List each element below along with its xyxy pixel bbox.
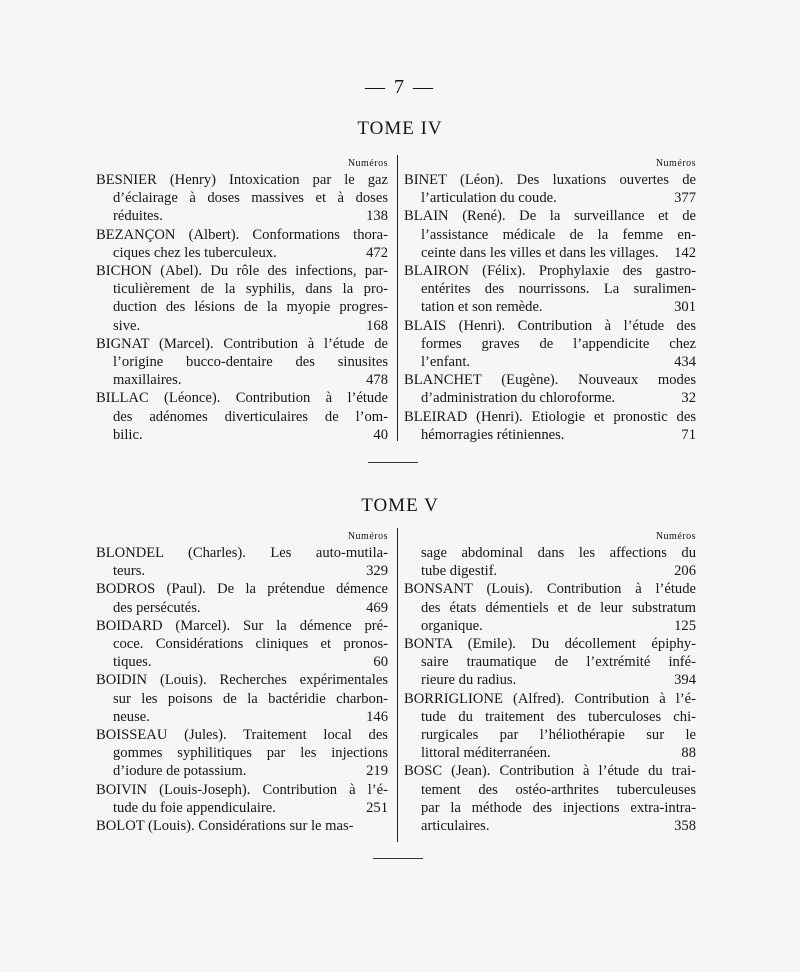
entry-line: duction des lésions de la myopie progres- — [113, 299, 388, 316]
entry-number: 40 — [373, 426, 388, 443]
entry-line: par la méthode des injections extra-intra- — [421, 799, 696, 816]
tome-v-right-column — [404, 530, 696, 835]
index-entry — [404, 262, 696, 317]
entry-line: tube digestif. — [421, 563, 498, 580]
entry-line: tement des ostéo-arthrites tuberculeuses — [421, 781, 696, 798]
entry-number: 469 — [366, 599, 388, 616]
entry-line: BINET (Léon). Des luxations ouvertes de — [404, 172, 696, 188]
entry-line: BICHON (Abel). Du rôle des infections, par- — [96, 263, 388, 280]
entry-line: d’administration du chloroforme. — [421, 390, 616, 407]
entry-number: 472 — [366, 244, 388, 261]
index-entry — [404, 635, 696, 690]
index-entry — [404, 762, 696, 835]
entry-line: l’assistance médicale de la femme en- — [421, 226, 696, 243]
entry-line: maxillaires. — [113, 372, 182, 389]
entry-line: d’éclairage à doses massives et à doses — [113, 190, 388, 207]
entry-line: teurs. — [113, 563, 146, 580]
entry-line: BODROS (Paul). De la prétendue démence — [96, 581, 388, 598]
numeros-header: Numéros — [347, 158, 388, 169]
entry-line: BOISSEAU (Jules). Traitement local des — [96, 727, 388, 744]
index-entry — [96, 726, 388, 781]
index-entry — [96, 335, 388, 390]
entry-number: 168 — [366, 317, 388, 334]
numeros-header: Numéros — [347, 531, 388, 542]
entry-line: tude du traitement des tuberculoses chi- — [421, 708, 696, 725]
entry-line: hémorragies rétiniennes. — [421, 426, 565, 443]
index-entry — [96, 617, 388, 672]
page-number: — 7 — — [365, 76, 435, 98]
entry-line: ticulièrement de la syphilis, dans la pro- — [113, 281, 388, 298]
entry-line: des adénomes diverticulaires de l’om- — [113, 408, 388, 425]
entry-line: articulaires. — [421, 818, 490, 835]
index-entry — [404, 171, 696, 207]
entry-line: des persécutés. — [113, 599, 201, 616]
numeros-header: Numéros — [655, 158, 696, 169]
entry-line: l’origine bucco-dentaire des sinusites — [113, 354, 388, 371]
index-entry — [404, 207, 696, 262]
index-entry — [96, 389, 388, 444]
entry-line: ciques chez les tuberculeux. — [113, 244, 277, 261]
entry-line: ceinte dans les villes et dans les villages. — [421, 244, 659, 261]
section-separator — [368, 462, 418, 463]
entry-line: BLAIN (René). De la surveillance et de — [404, 208, 696, 225]
tome-v-left-column — [96, 530, 388, 835]
entry-number: 138 — [366, 208, 388, 225]
entry-number: 60 — [373, 654, 388, 671]
entry-line: BORRIGLIONE (Alfred). Contribution à l’é- — [404, 690, 696, 707]
index-entry — [404, 690, 696, 763]
entry-line: BONSANT (Louis). Contribution à l’étude — [404, 581, 696, 598]
index-entry — [96, 544, 388, 580]
index-entry — [96, 817, 388, 835]
entry-line: coce. Considérations cliniques et pronos- — [113, 636, 388, 653]
entry-line: littoral méditerranéen. — [421, 745, 551, 762]
entry-number: 32 — [681, 390, 696, 407]
entry-line: BLEIRAD (Henri). Etiologie et pronostic des — [404, 408, 696, 425]
entry-line: BOLOT (Louis). Considérations sur le mas- — [96, 818, 354, 835]
entry-line: BOIDARD (Marcel). Sur la démence pré- — [96, 617, 388, 634]
entry-line: tude du foie appendiculaire. — [113, 799, 276, 816]
entry-line: BEZANÇON (Albert). Conformations thora- — [96, 226, 388, 243]
entry-line: rieure du radius. — [421, 672, 517, 689]
entry-number: 251 — [366, 799, 388, 816]
entry-number: 377 — [674, 190, 696, 207]
entry-line: réduites. — [113, 208, 163, 225]
index-entry — [96, 580, 388, 616]
entry-line: BONTA (Emile). Du décollement épiphy- — [404, 636, 696, 653]
entry-line: neuse. — [113, 708, 150, 725]
entry-number: 329 — [366, 563, 388, 580]
entry-line: BOIVIN (Louis-Joseph). Contribution à l’é- — [96, 781, 388, 798]
entry-line: bilic. — [113, 426, 143, 443]
tome-iv-left-column — [96, 157, 388, 444]
entry-line: rurgicales par l’héliothérapie sur le — [421, 727, 696, 744]
entry-line: BLONDEL (Charles). Les auto-mutila- — [96, 545, 388, 561]
index-entry — [96, 171, 388, 226]
numeros-header: Numéros — [655, 531, 696, 542]
entry-line: BILLAC (Léonce). Contribution à l’étude — [96, 390, 388, 407]
entry-number: 125 — [674, 617, 696, 634]
entry-line: BLANCHET (Eugène). Nouveaux modes — [404, 372, 696, 389]
entry-line: BESNIER (Henry) Intoxication par le gaz — [96, 172, 388, 188]
entry-line: l’enfant. — [421, 354, 471, 371]
section-title-tome-iv: TOME IV — [357, 118, 443, 139]
entry-line: BLAIS (Henri). Contribution à l’étude des — [404, 317, 696, 334]
entry-number: 88 — [681, 745, 696, 762]
entry-number: 434 — [674, 354, 696, 371]
entry-line: saire traumatique de l’extrémité infé- — [421, 654, 696, 671]
entry-line: BLAIRON (Félix). Prophylaxie des gastro- — [404, 263, 696, 280]
index-entry — [96, 781, 388, 817]
index-entry — [404, 371, 696, 407]
entry-number: 394 — [674, 672, 696, 689]
entry-number: 146 — [366, 708, 388, 725]
section-separator — [373, 858, 423, 859]
index-entry — [96, 226, 388, 262]
index-entry — [404, 317, 696, 372]
tome-iv-right-column — [404, 157, 696, 444]
entry-line: organique. — [421, 617, 483, 634]
column-divider — [397, 528, 398, 842]
entry-line: des états démentiels et de leur substratum — [421, 599, 696, 616]
entry-line: BOSC (Jean). Contribution à l’étude du trai- — [404, 763, 696, 780]
entry-line: entérites des nourrissons. La suralimen- — [421, 281, 696, 298]
entry-line: BIGNAT (Marcel). Contribution à l’étude de — [96, 335, 388, 352]
column-divider — [397, 155, 398, 441]
entry-line: BOIDIN (Louis). Recherches expérimentales — [96, 672, 388, 689]
entry-line: sive. — [113, 317, 141, 334]
entry-line: tiques. — [113, 654, 152, 671]
entry-number: 301 — [674, 299, 696, 316]
entry-line: gommes syphilitiques par les injections — [113, 745, 388, 762]
entry-line: sur les poisons de la bactéridie charbon- — [113, 690, 388, 707]
entry-number: 358 — [674, 818, 696, 835]
entry-number: 71 — [681, 426, 696, 443]
section-title-tome-v: TOME V — [361, 495, 439, 516]
index-entry — [96, 262, 388, 335]
index-entry — [96, 671, 388, 726]
entry-line: formes graves de l’appendicite chez — [421, 335, 696, 352]
entry-line: l’articulation du coude. — [421, 190, 557, 207]
entry-line: tation et son remède. — [421, 299, 543, 316]
index-entry — [404, 408, 696, 444]
entry-number: 219 — [366, 763, 388, 780]
index-entry — [404, 544, 696, 580]
index-entry — [404, 580, 696, 635]
entry-number: 206 — [674, 563, 696, 580]
entry-line: d’iodure de potassium. — [113, 763, 247, 780]
entry-number: 478 — [366, 372, 388, 389]
entry-line: sage abdominal dans les affections du — [421, 545, 696, 561]
entry-number: 142 — [674, 244, 696, 261]
